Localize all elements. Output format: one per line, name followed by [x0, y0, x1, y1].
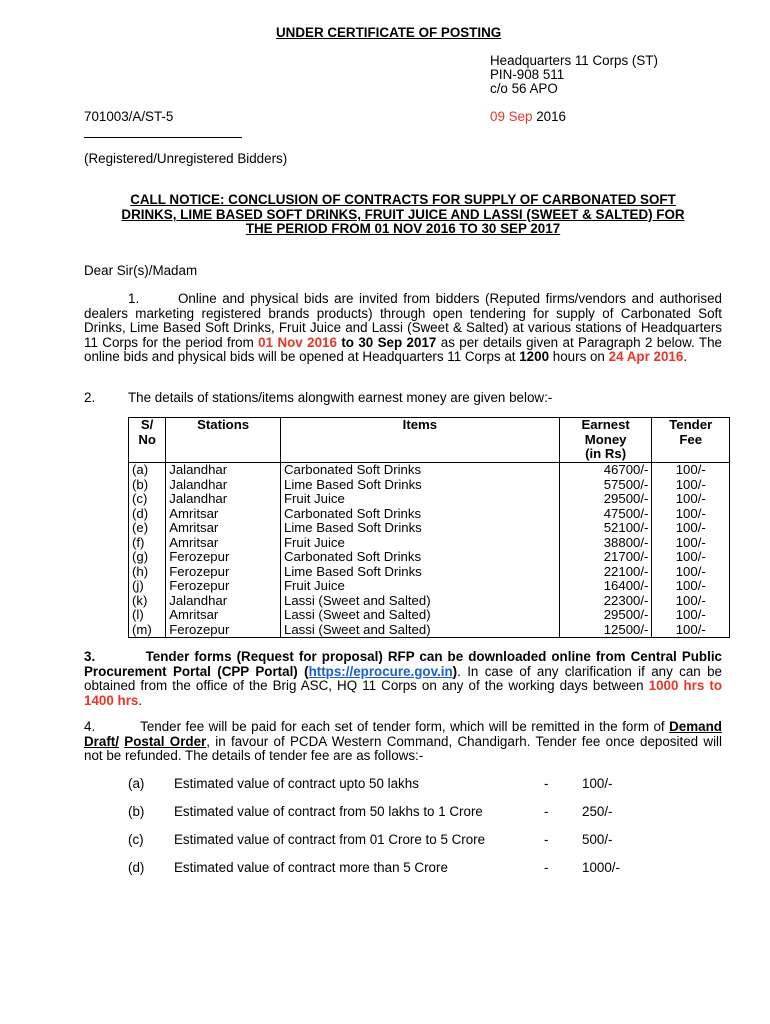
row-item: Fruit Juice	[280, 492, 559, 507]
subject-heading	[84, 193, 722, 237]
row-tender-fee: 100/-	[652, 608, 730, 623]
row-sno: (k)	[129, 594, 166, 609]
row-station: Ferozepur	[166, 623, 281, 638]
para-1-text-c: hours on	[552, 349, 605, 365]
date-from: 01 Nov 2016	[258, 334, 337, 350]
row-sno: (a)	[129, 463, 166, 478]
fee-dash: -	[544, 776, 549, 791]
row-tender-fee: 100/-	[652, 492, 730, 507]
row-station: Amritsar	[166, 507, 281, 522]
row-tender-fee: 100/-	[652, 521, 730, 536]
row-item: Carbonated Soft Drinks	[280, 463, 559, 478]
letter-date	[490, 109, 566, 124]
subject-line-2: DRINKS, LIME BASED SOFT DRINKS, FRUIT JUICE AND LASSI (SWEET & SALTED) FOR	[121, 206, 685, 222]
table-row	[129, 623, 730, 638]
table-row	[129, 550, 730, 565]
row-earnest-money: 38800/-	[559, 536, 652, 551]
table-row	[129, 521, 730, 536]
para-3-end: .	[138, 692, 143, 708]
table-row	[129, 565, 730, 580]
row-item: Fruit Juice	[280, 536, 559, 551]
row-tender-fee: 100/-	[652, 550, 730, 565]
row-sno: (g)	[129, 550, 166, 565]
row-station: Amritsar	[166, 521, 281, 536]
address-line-3: c/o 56 APO	[490, 81, 558, 96]
header-sno: S/ No	[129, 418, 166, 463]
row-station: Amritsar	[166, 536, 281, 551]
row-item: Lassi (Sweet and Salted)	[280, 594, 559, 609]
paragraph-1	[84, 292, 722, 365]
para-3-number: 3.	[84, 649, 96, 664]
row-sno: (d)	[129, 507, 166, 522]
fee-description: Estimated value of contract upto 50 lakhs	[174, 776, 419, 791]
postal-order: Postal Order	[124, 733, 207, 749]
row-tender-fee: 100/-	[652, 507, 730, 522]
row-station: Jalandhar	[166, 463, 281, 478]
table-row	[129, 478, 730, 493]
row-sno: (f)	[129, 536, 166, 551]
row-item: Lassi (Sweet and Salted)	[280, 623, 559, 638]
fee-dash: -	[544, 832, 549, 847]
header-earnest-money: Earnest Money (in Rs)	[559, 418, 652, 463]
table-row	[129, 608, 730, 623]
row-item: Lassi (Sweet and Salted)	[280, 608, 559, 623]
table-row	[129, 579, 730, 594]
para-3-text: . In case of any clarification if any can be obtained from the office of the Brig ASC, HQ 11 Corps on any of the working days between	[84, 663, 722, 694]
fee-amount: 250/-	[582, 804, 613, 819]
fee-amount: 100/-	[582, 776, 613, 791]
fee-label: (b)	[128, 804, 145, 819]
para-3-bold-text: Tender forms (Request for proposal) RFP can be downloaded online from Central Public Procurement Portal (CPP Portal) (	[84, 649, 722, 679]
eprocure-link[interactable]: https://eprocure.gov.in	[308, 663, 453, 679]
row-earnest-money: 16400/-	[559, 579, 652, 594]
row-station: Jalandhar	[166, 478, 281, 493]
page-title: UNDER CERTIFICATE OF POSTING	[276, 25, 502, 40]
demand-draft: Demand Draft/	[84, 719, 722, 749]
address-line-2: PIN-908 511	[490, 67, 565, 82]
fee-description: Estimated value of contract from 01 Crore to 5 Crore	[174, 832, 486, 847]
para-3-bold-close: )	[452, 663, 458, 679]
fee-amount: 1000/-	[582, 860, 620, 875]
row-station: Ferozepur	[166, 550, 281, 565]
row-sno: (h)	[129, 565, 166, 580]
row-tender-fee: 100/-	[652, 579, 730, 594]
row-tender-fee: 100/-	[652, 536, 730, 551]
row-sno: (l)	[129, 608, 166, 623]
salutation: Dear Sir(s)/Madam	[84, 263, 198, 278]
row-sno: (m)	[129, 623, 166, 638]
row-earnest-money: 47500/-	[559, 507, 652, 522]
table-row	[129, 536, 730, 551]
table-row	[129, 463, 730, 478]
row-item: Lime Based Soft Drinks	[280, 521, 559, 536]
date-year: 2016	[536, 109, 566, 124]
paragraph-3	[84, 650, 722, 708]
row-station: Ferozepur	[166, 565, 281, 580]
row-earnest-money: 57500/-	[559, 478, 652, 493]
table-row	[129, 594, 730, 609]
header-items: Items	[280, 418, 559, 463]
table-header-row	[129, 418, 730, 463]
row-station: Jalandhar	[166, 492, 281, 507]
row-earnest-money: 52100/-	[559, 521, 652, 536]
row-earnest-money: 22300/-	[559, 594, 652, 609]
fee-dash: -	[544, 804, 549, 819]
row-earnest-money: 46700/-	[559, 463, 652, 478]
table-row	[129, 492, 730, 507]
row-earnest-money: 29500/-	[559, 608, 652, 623]
subject-line-3: THE PERIOD FROM 01 NOV 2016 TO 30 SEP 2017	[245, 221, 561, 237]
addressee-rule	[84, 137, 242, 138]
para-2-text: The details of stations/items alongwith earnest money are given below:-	[128, 390, 553, 405]
row-station: Jalandhar	[166, 594, 281, 609]
row-station: Ferozepur	[166, 579, 281, 594]
para-2-number: 2.	[84, 390, 96, 405]
row-tender-fee: 100/-	[652, 565, 730, 580]
subject-line-1: CALL NOTICE: CONCLUSION OF CONTRACTS FOR SUPPLY OF CARBONATED SOFT	[130, 192, 676, 207]
row-tender-fee: 100/-	[652, 594, 730, 609]
stations-table	[128, 417, 730, 638]
para-1-end: .	[683, 349, 688, 365]
row-sno: (j)	[129, 579, 166, 594]
date-day-month: 09 Sep	[490, 109, 533, 124]
row-item: Lime Based Soft Drinks	[280, 565, 559, 580]
addressee: (Registered/Unregistered Bidders)	[84, 151, 288, 166]
row-tender-fee: 100/-	[652, 478, 730, 493]
reference-number: 701003/A/ST-5	[84, 109, 174, 124]
address-line-1: Headquarters 11 Corps (ST)	[490, 53, 658, 68]
row-item: Carbonated Soft Drinks	[280, 550, 559, 565]
row-item: Fruit Juice	[280, 579, 559, 594]
para-4-text-a: Tender fee will be paid for each set of tender form, which will be remitted in the form of	[140, 719, 665, 734]
working-hours: 1000 hrs to 1400 hrs	[84, 678, 722, 708]
fee-label: (c)	[128, 832, 144, 847]
fee-amount: 500/-	[582, 832, 613, 847]
open-time: 1200	[519, 349, 550, 365]
row-earnest-money: 29500/-	[559, 492, 652, 507]
fee-label: (d)	[128, 860, 145, 875]
date-to: 30 Sep 2017	[358, 334, 437, 350]
para-1-text-b: as per details given at Paragraph 2 below. The online bids and physical bids will be opened at Headquarters 11 Corps at	[84, 334, 722, 365]
row-tender-fee: 100/-	[652, 623, 730, 638]
row-sno: (e)	[129, 521, 166, 536]
fee-description: Estimated value of contract from 50 lakhs to 1 Crore	[174, 804, 483, 819]
row-sno: (c)	[129, 492, 166, 507]
row-station: Amritsar	[166, 608, 281, 623]
row-earnest-money: 12500/-	[559, 623, 652, 638]
para-4-text-b: , in favour of PCDA Western Command, Chandigarh. Tender fee once deposited will not be refunded. The details of tender fee are as follows:-	[84, 733, 722, 764]
table-row	[129, 507, 730, 522]
to-word: to	[341, 334, 354, 350]
header-stations: Stations	[166, 418, 281, 463]
row-tender-fee: 100/-	[652, 463, 730, 478]
row-item: Lime Based Soft Drinks	[280, 478, 559, 493]
row-earnest-money: 22100/-	[559, 565, 652, 580]
fee-label: (a)	[128, 776, 145, 791]
para-1-text: Online and physical bids are invited from bidders (Reputed firms/vendors and authorised dealers marketing registered brands products) through open tendering for supply of Carbonated Soft Drinks, Lime Based Soft Drinks, Fruit Juice and Lassi (Sweet & Salted) at various stations of Headquarters 11 Corps for the period from	[84, 291, 722, 350]
para-1-number: 1.	[128, 291, 140, 306]
header-tender-fee: Tender Fee	[652, 418, 730, 463]
open-date: 24 Apr 2016	[608, 349, 684, 365]
row-sno: (b)	[129, 478, 166, 493]
paragraph-4	[84, 720, 722, 764]
row-item: Carbonated Soft Drinks	[280, 507, 559, 522]
fee-dash: -	[544, 860, 549, 875]
para-4-number: 4.	[84, 719, 96, 734]
fee-description: Estimated value of contract more than 5 Crore	[174, 860, 448, 875]
row-earnest-money: 21700/-	[559, 550, 652, 565]
